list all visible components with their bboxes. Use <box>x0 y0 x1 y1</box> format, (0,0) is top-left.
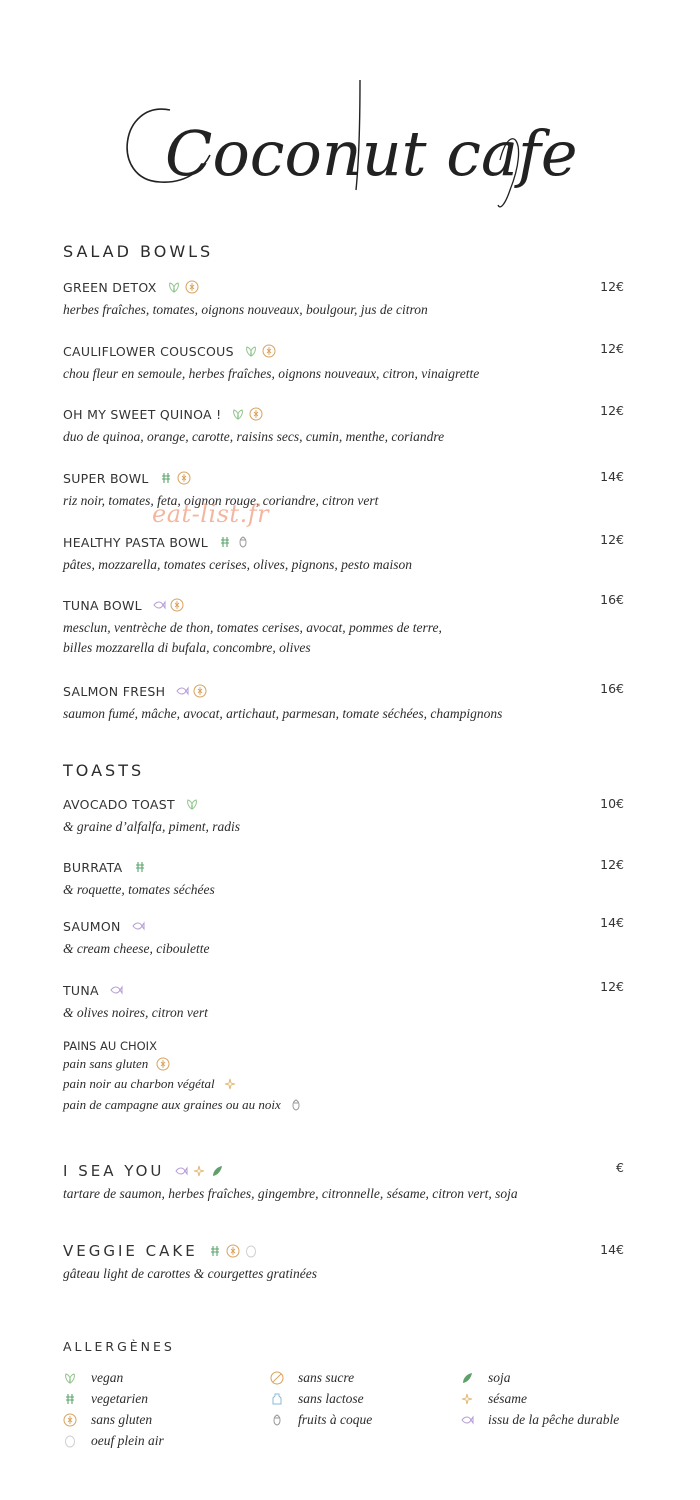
pain-option: pain noir au charbon végétal <box>63 1076 237 1092</box>
vegan-icon <box>167 280 181 294</box>
legend-item: soja <box>460 1370 511 1386</box>
menu-item-veggie-cake: VEGGIE CAKE gâteau light de carottes & courgettes gratinées <box>63 1242 317 1281</box>
price-tuna: 12€ <box>600 979 624 994</box>
legend-title: ALLERGÈNES <box>63 1339 175 1354</box>
fish-icon <box>174 1164 188 1178</box>
price-green-detox: 12€ <box>600 279 624 294</box>
vegan-icon <box>244 344 258 358</box>
menu-item-burrata: BURRATA & roquette, tomates séchées <box>63 859 215 897</box>
price-i-sea-you: € <box>616 1160 624 1175</box>
price-sweet-quinoa: 12€ <box>600 403 624 418</box>
price-cauliflower-couscous: 12€ <box>600 341 624 356</box>
gluten-free-icon <box>156 1057 170 1071</box>
sesame-icon <box>192 1164 206 1178</box>
sesame-icon <box>460 1392 474 1406</box>
menu-item-salmon-fresh: SALMON FRESH saumon fumé, mâche, avocat, artichaut, parmesan, tomate séchées, champignons <box>63 683 503 721</box>
price-burrata: 12€ <box>600 857 624 872</box>
soy-icon <box>460 1371 474 1385</box>
legend-item: vegan <box>63 1370 123 1386</box>
sugar-free-icon <box>270 1371 284 1385</box>
gluten-free-icon <box>170 598 184 612</box>
fish-icon <box>152 598 166 612</box>
fish-icon <box>131 919 145 933</box>
coconut-cafe-logo <box>110 70 590 220</box>
gluten-free-icon <box>249 407 263 421</box>
vegetarian-icon <box>218 535 232 549</box>
menu-item-super-bowl: SUPER BOWL riz noir, tomates, feta, oignon rouge, coriandre, citron vert <box>63 470 379 508</box>
legend-item: oeuf plein air <box>63 1433 164 1449</box>
vegetarian-icon <box>63 1392 77 1406</box>
menu-item-i-sea-you: I SEA YOU tartare de saumon, herbes fraîches, gingembre, citronnelle, sésame, citron vert, soja <box>63 1162 518 1201</box>
price-tuna-bowl: 16€ <box>600 592 624 607</box>
fish-icon <box>109 983 123 997</box>
vegetarian-icon <box>208 1244 222 1258</box>
egg-icon <box>244 1244 258 1258</box>
price-avocado-toast: 10€ <box>600 796 624 811</box>
gluten-free-icon <box>262 344 276 358</box>
gluten-free-icon <box>185 280 199 294</box>
menu-item-tuna-bowl: TUNA BOWL mesclun, ventrèche de thon, tomates cerises, avocat, pommes de terre, billes mozzarella di bufala, concombre, olives <box>63 597 442 655</box>
legend-item: issu de la pêche durable <box>460 1412 619 1428</box>
fish-icon <box>175 684 189 698</box>
legend-item: sésame <box>460 1391 527 1407</box>
vegetarian-icon <box>133 860 147 874</box>
pains-title: PAINS AU CHOIX <box>63 1039 157 1053</box>
logo-text: Coconut cafe <box>165 117 578 190</box>
vegan-icon <box>185 797 199 811</box>
price-veggie-cake: 14€ <box>600 1242 624 1257</box>
gluten-free-icon <box>226 1244 240 1258</box>
menu-item-saumon: SAUMON & cream cheese, ciboulette <box>63 918 210 956</box>
lactose-free-icon <box>270 1392 284 1406</box>
price-super-bowl: 14€ <box>600 469 624 484</box>
nut-icon <box>270 1413 284 1427</box>
nut-icon <box>289 1098 303 1112</box>
price-saumon: 14€ <box>600 915 624 930</box>
legend-item: sans sucre <box>270 1370 354 1386</box>
menu-item-avocado-toast: AVOCADO TOAST & graine d’alfalfa, piment, radis <box>63 796 240 834</box>
price-healthy-pasta-bowl: 12€ <box>600 532 624 547</box>
pain-option: pain sans gluten <box>63 1056 170 1072</box>
price-salmon-fresh: 16€ <box>600 681 624 696</box>
gluten-free-icon <box>63 1413 77 1427</box>
legend-item: sans lactose <box>270 1391 364 1407</box>
legend-item: vegetarien <box>63 1391 148 1407</box>
vegan-icon <box>231 407 245 421</box>
gluten-free-icon <box>193 684 207 698</box>
section-title-salad: SALAD BOWLS <box>63 242 214 261</box>
menu-item-green-detox: GREEN DETOX herbes fraîches, tomates, oignons nouveaux, boulgour, jus de citron <box>63 279 428 317</box>
soy-icon <box>210 1164 224 1178</box>
menu-item-healthy-pasta-bowl: HEALTHY PASTA BOWL pâtes, mozzarella, tomates cerises, olives, pignons, pesto maison <box>63 534 412 572</box>
legend-item: fruits à coque <box>270 1412 372 1428</box>
watermark: eat-list.fr <box>152 500 270 528</box>
pain-option: pain de campagne aux graines ou au noix <box>63 1097 303 1113</box>
menu-item-cauliflower-couscous: CAULIFLOWER COUSCOUS chou fleur en semoule, herbes fraîches, oignons nouveaux, citron, vinaigrette <box>63 343 480 381</box>
fish-icon <box>460 1413 474 1427</box>
gluten-free-icon <box>177 471 191 485</box>
menu-item-sweet-quinoa: OH MY SWEET QUINOA ! duo de quinoa, orange, carotte, raisins secs, cumin, menthe, coriandre <box>63 406 445 444</box>
nut-icon <box>236 535 250 549</box>
vegan-icon <box>63 1371 77 1385</box>
menu-item-tuna: TUNA & olives noires, citron vert <box>63 982 208 1020</box>
section-title-toasts: TOASTS <box>63 761 145 780</box>
legend-item: sans gluten <box>63 1412 152 1428</box>
sesame-icon <box>223 1077 237 1091</box>
egg-icon <box>63 1434 77 1448</box>
vegetarian-icon <box>159 471 173 485</box>
